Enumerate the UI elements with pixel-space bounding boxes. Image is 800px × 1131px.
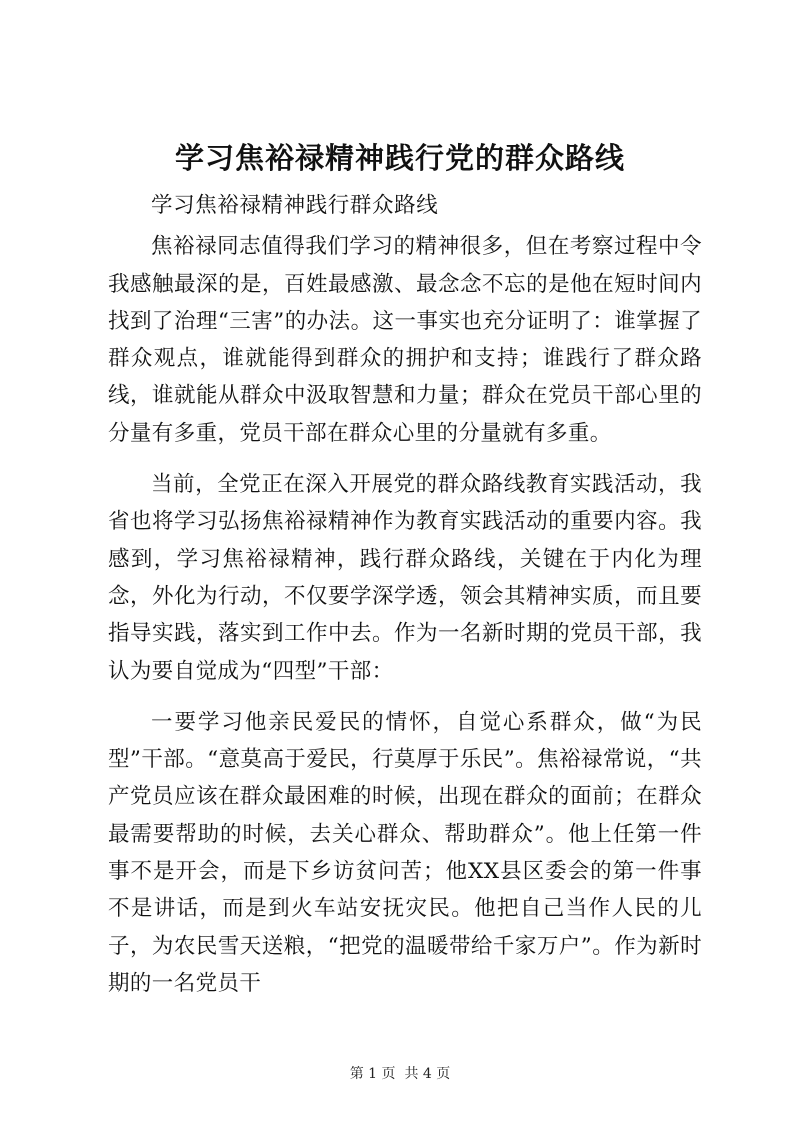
document-body — [108, 187, 702, 1016]
document-title: 学习焦裕禄精神践行党的群众路线 — [174, 141, 625, 175]
body-paragraph: 当前，全党正在深入开展党的群众路线教育实践活动，我省也将学习弘扬焦裕禄精神作为教育实践活动的重要内容。我感到，学习焦裕禄精神，践行群众路线，关键在于内化为理念，外化为行动，不仅要学深学透，领会其精神实质，而且要指导实践，落实到工作中去。作为一名新时期的党员干部，我认为要自觉成为“四型”干部： — [108, 472, 702, 684]
body-paragraph: 焦裕禄同志值得我们学习的精神很多，但在考察过程中令我感触最深的是，百姓最感激、最念念不忘的是他在短时间内找到了治理“三害”的办法。这一事实也充分证明了：谁掌握了群众观点，谁就能得到群众的拥护和支持；谁践行了群众路线，谁就能从群众中汲取智慧和力量；群众在党员干部心里的分量有多重，党员干部在群众心里的分量就有多重。 — [108, 234, 702, 446]
page-number-label: 第 1 页 共 4 页 — [349, 1066, 451, 1082]
body-paragraph: 一要学习他亲民爱民的情怀，自觉心系群众，做“为民型”干部。“意莫高于爱民，行莫厚于乐民”。焦裕禄常说，“共产党员应该在群众最困难的时候，出现在群众的面前；在群众最需要帮助的时候，去关心群众、帮助群众”。他上任第一件事不是开会，而是下乡访贫问苦；他XX县区委会的第一件事不是讲话，而是到火车站安抚灾民。他把自己当作人民的儿子，为农民雪天送粮，“把党的温暖带给千家万户”。作为新时期的一名党员干 — [108, 709, 702, 996]
page-footer — [0, 1064, 800, 1084]
document-subtitle: 学习焦裕禄精神践行群众路线 — [151, 193, 439, 218]
